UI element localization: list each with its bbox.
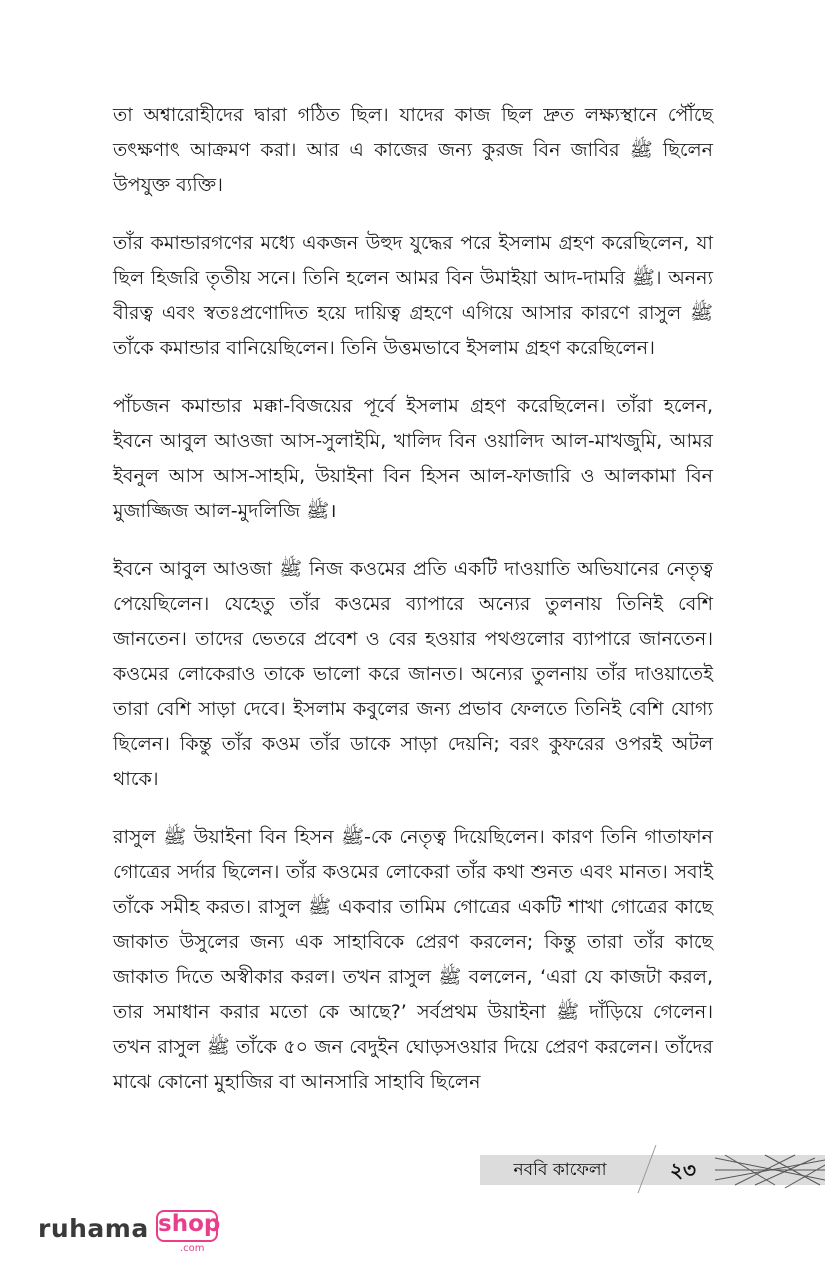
paragraph-2: তাঁর কমান্ডারগণের মধ্যে একজন উহুদ যুদ্ধের পরে ইসলাম গ্রহণ করেছিলেন, যা ছিল হিজরি তৃতীয় সনে। তিনি হলেন আমর বিন উমাইয়া আদ-দামরি ﷺ। অনন্য বীরত্ব এবং স্বতঃপ্রণোদিত হয়ে দায়িত্ব গ্রহণে এগিয়ে আসার কারণে রাসুল ﷺ তাঁকে কমান্ডার বানিয়েছিলেন। তিনি উত্তমভাবে ইসলাম গ্রহণ করেছিলেন। — [113, 232, 713, 359]
paragraph-5: রাসুল ﷺ উয়াইনা বিন হিসন ﷺ-কে নেতৃত্ব দিয়েছিলেন। কারণ তিনি গাতাফান গোত্রের সর্দার ছিলেন। তাঁর কওমের লোকেরা তাঁর কথা শুনত এবং মানত। সবাই তাঁকে সমীহ করত। রাসুল ﷺ একবার তামিম গোত্রের একটি শাখা গোত্রের কাছে জাকাত উসুলের জন্য এক সাহাবিকে প্রেরণ করলেন; কিন্তু তারা তাঁর কাছে জাকাত দিতে অস্বীকার করল। তখন রাসুল ﷺ বললেন, ‘এরা যে কাজটা করল, তার সমাধান করার মতো কে আছে?’ সর্বপ্রথম উয়াইনা ﷺ দাঁড়িয়ে গেলেন। তখন রাসুল ﷺ তাঁকে ৫০ জন বেদুইন ঘোড়সওয়ার দিয়ে প্রেরণ করলেন। তাঁদের মাঝে কোনো মুহাজির বা আনসারি সাহাবি ছিলেন — [113, 826, 714, 1093]
page-footer — [480, 1145, 825, 1193]
page-body — [113, 98, 713, 1123]
ruhama-shop-logo — [38, 1210, 228, 1260]
footer-page-number: ২৩ — [669, 1158, 696, 1182]
paragraph-4: ইবনে আবুল আওজা ﷺ নিজ কওমের প্রতি একটি দাওয়াতি অভিযানের নেতৃত্ব পেয়েছিলেন। যেহেতু তাঁর কওমের ব্যাপারে অন্যের তুলনায় তিনিই বেশি জানতেন। তাদের ভেতরে প্রবেশ ও বের হওয়ার পথগুলোর ব্যাপারে জানতেন। কওমের লোকেরাও তাকে ভালো করে জানত। অন্যের তুলনায় তাঁর দাওয়াতেই তারা বেশি সাড়া দেবে। ইসলাম কবুলের জন্য প্রভাব ফেলতে তিনিই বেশি যোগ্য ছিলেন। কিন্তু তাঁর কওম তাঁর ডাকে সাড়া দেয়নি; বরং কুফরের ওপরই অটল থাকে। — [113, 558, 713, 790]
footer-divider — [630, 1145, 660, 1193]
paragraph-1: তা অশ্বারোহীদের দ্বারা গঠিত ছিল। যাদের কাজ ছিল দ্রুত লক্ষ্যস্থানে পৌঁছে তৎক্ষণাৎ আক্রমণ করা। আর এ কাজের জন্য কুরজ বিন জাবির ﷺ ছিলেন উপযুক্ত ব্যক্তি। — [113, 104, 713, 196]
logo-brand-main: ruhama — [38, 1214, 149, 1243]
footer-book-title: নববি কাফেলা — [513, 1160, 607, 1180]
footer-decoration-icon — [715, 1150, 825, 1190]
logo-brand-accent: shop — [158, 1211, 221, 1237]
paragraph-3: পাঁচজন কমান্ডার মক্কা-বিজয়ের পূর্বে ইসলাম গ্রহণ করেছিলেন। তাঁরা হলেন, ইবনে আবুল আওজা আস-সুলাইমি, খালিদ বিন ওয়ালিদ আল-মাখজুমি, আমর ইবনুল আস আস-সাহমি, উয়াইনা বিন হিসন আল-ফাজারি ও আলকামা বিন মুজাজ্জিজ আল-মুদলিজি ﷺ। — [113, 395, 713, 522]
logo-brand-domain: .com — [180, 1243, 205, 1254]
logo-shop-badge — [156, 1210, 221, 1242]
